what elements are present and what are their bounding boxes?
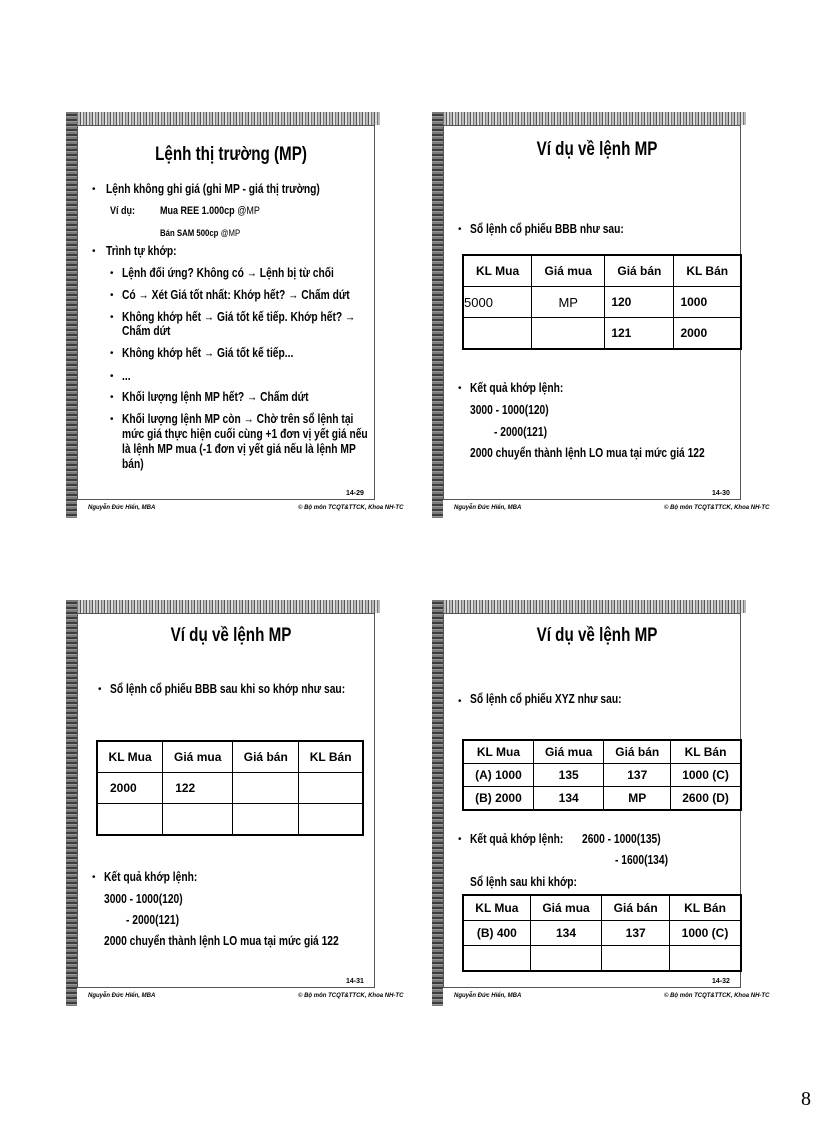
table-header-cell: KL Bán [670, 895, 741, 921]
result-line-3: 2000 chuyển thành lệnh LO mua tại mức giá 122 [470, 446, 705, 460]
table-cell: (A) 1000 [463, 764, 533, 787]
footer-dept: © Bộ môn TCQT&TTCK, Khoa NH-TC [664, 993, 770, 999]
footer-author: Nguyễn Đức Hiển, MBA [88, 505, 156, 511]
table-header-cell: KL Mua [463, 740, 533, 764]
table-header-row [463, 740, 741, 764]
slide-14-31 [66, 600, 404, 1006]
table-header-cell: Giá bán [602, 895, 670, 921]
table-cell [299, 773, 363, 804]
bullet-text: Sổ lệnh cổ phiếu XYZ như sau: [470, 692, 622, 706]
example-2 [160, 226, 240, 241]
after-match-label: Sổ lệnh sau khi khớp: [470, 875, 577, 889]
step-7c: là lệnh MP mua (-1 đơn vị yết giá nếu là lệnh MP [122, 442, 356, 456]
example-2-text: Bán SAM 500cp [160, 228, 219, 239]
step-7a: Khối lượng lệnh MP còn → Chờ trên sổ lệnh tại [122, 412, 354, 426]
table-row [463, 287, 741, 318]
example-1-tag: @MP [237, 205, 260, 217]
table-row [463, 921, 741, 946]
example-1 [160, 204, 260, 219]
decor-top-bar [66, 112, 380, 125]
bullet-text: Sổ lệnh cổ phiếu BBB sau khi so khớp như sau: [110, 682, 346, 696]
page-number: 8 [801, 1088, 811, 1110]
table-cell: 1000 [674, 287, 741, 318]
table-row [97, 773, 363, 804]
footer-dept: © Bộ môn TCQT&TTCK, Khoa NH-TC [298, 505, 404, 511]
table-cell: 2600 (D) [671, 787, 741, 811]
bullet-icon: • [92, 246, 96, 257]
result-label: Kết quả khớp lệnh: [470, 832, 564, 846]
result-line-1: 2600 - 1000(135) [582, 832, 661, 846]
table-header-cell: KL Mua [97, 741, 163, 773]
bullet-icon: • [458, 696, 462, 707]
slide-14-32 [432, 600, 770, 1006]
order-book-table [96, 740, 364, 836]
bullet-icon: • [92, 184, 96, 195]
bullet-icon: • [458, 834, 462, 845]
slide-title: Ví dụ về lệnh MP [536, 625, 658, 646]
table-cell: MP [532, 287, 605, 318]
bullet-icon: • [110, 312, 114, 323]
bullet-icon: • [110, 268, 114, 279]
bullet-text: Lệnh không ghi giá (ghi MP - giá thị trường) [106, 182, 320, 196]
table-row [463, 946, 741, 972]
table-header-cell: KL Bán [299, 741, 363, 773]
bullet-text: Trình tự khớp: [106, 244, 177, 258]
table-cell: 121 [605, 318, 674, 350]
decor-top-bar [432, 600, 746, 613]
table-cell [97, 804, 163, 836]
table-cell: 122 [163, 773, 233, 804]
footer-dept: © Bộ môn TCQT&TTCK, Khoa NH-TC [664, 505, 770, 511]
table-header-cell: KL Mua [463, 895, 530, 921]
decor-left-bar [66, 600, 77, 1006]
decor-left-bar [66, 112, 77, 518]
result-line-2: - 1600(134) [615, 853, 668, 867]
table-row [463, 318, 741, 350]
slide-number: 14-31 [346, 978, 364, 985]
slide-14-30 [432, 112, 770, 518]
bullet-icon: • [110, 371, 114, 382]
result-line-2: - 2000(121) [494, 425, 547, 439]
example-1-text: Mua REE 1.000cp [160, 205, 235, 217]
table-cell: 2000 [97, 773, 163, 804]
decor-left-bar [432, 112, 443, 518]
slide-number: 14-29 [346, 490, 364, 497]
order-book-table [462, 254, 742, 350]
slide-number: 14-32 [712, 978, 730, 985]
step-5: ... [122, 369, 131, 383]
table-header-cell: Giá bán [233, 741, 299, 773]
table-cell: 137 [604, 764, 671, 787]
example-label: Ví dụ: [110, 205, 136, 217]
table-header-cell: KL Bán [671, 740, 741, 764]
table-cell [233, 773, 299, 804]
step-7b: mức giá thực hiện cuối cùng +1 đơn vị yết giá nếu [122, 427, 368, 441]
result-label: Kết quả khớp lệnh: [104, 870, 198, 884]
table-row [97, 804, 363, 836]
footer-author: Nguyễn Đức Hiển, MBA [88, 993, 156, 999]
table-cell: 1000 (C) [670, 921, 741, 946]
slide-title: Ví dụ về lệnh MP [170, 625, 292, 646]
table-row [463, 764, 741, 787]
table-cell: 2000 [674, 318, 741, 350]
table-header-cell: Giá mua [163, 741, 233, 773]
table-cell: 120 [605, 287, 674, 318]
table-cell: (B) 2000 [463, 787, 533, 811]
bullet-icon: • [110, 290, 114, 301]
bullet-icon: • [98, 684, 102, 695]
footer-dept: © Bộ môn TCQT&TTCK, Khoa NH-TC [298, 993, 404, 999]
table-cell: 134 [533, 787, 604, 811]
table-header-row [97, 741, 363, 773]
step-7d: bán) [122, 457, 144, 471]
example-2-tag: @MP [220, 228, 241, 239]
slide-title: Lệnh thị trường (MP) [155, 144, 307, 165]
step-2: Có → Xét Giá tốt nhất: Khớp hết? → Chấm dứt [122, 288, 350, 302]
result-line-1: 3000 - 1000(120) [470, 403, 549, 417]
footer-author: Nguyễn Đức Hiển, MBA [454, 505, 522, 511]
table-cell [602, 946, 670, 972]
bullet-icon: • [110, 348, 114, 359]
order-book-table [462, 739, 742, 811]
table-cell [299, 804, 363, 836]
table-cell [530, 946, 602, 972]
table-header-cell: Giá mua [530, 895, 602, 921]
table-header-cell: KL Bán [674, 255, 741, 287]
result-line-3: 2000 chuyển thành lệnh LO mua tại mức giá 122 [104, 934, 339, 948]
table-cell [670, 946, 741, 972]
table-header-row [463, 895, 741, 921]
bullet-icon: • [110, 392, 114, 403]
table-header-cell: Giá bán [604, 740, 671, 764]
table-cell [463, 946, 530, 972]
footer-author: Nguyễn Đức Hiển, MBA [454, 993, 522, 999]
slide-14-29 [66, 112, 404, 518]
table-header-cell: Giá bán [605, 255, 674, 287]
table-cell [532, 318, 605, 350]
step-6: Khối lượng lệnh MP hết? → Chấm dứt [122, 390, 309, 404]
decor-left-bar [432, 600, 443, 1006]
table-cell [233, 804, 299, 836]
table-header-cell: KL Mua [463, 255, 532, 287]
bullet-text: Sổ lệnh cổ phiếu BBB như sau: [470, 222, 624, 236]
table-cell: 135 [533, 764, 604, 787]
step-4: Không khớp hết → Giá tốt kế tiếp... [122, 346, 294, 360]
step-3b: Chấm dứt [122, 324, 171, 338]
table-cell [163, 804, 233, 836]
slide-title: Ví dụ về lệnh MP [536, 139, 658, 160]
step-3a: Không khớp hết → Giá tốt kế tiếp. Khớp hết? → [122, 310, 356, 324]
table-cell: 137 [602, 921, 670, 946]
decor-top-bar [432, 112, 746, 125]
table-cell: 1000 (C) [671, 764, 741, 787]
bullet-icon: • [458, 383, 462, 394]
step-1: Lệnh đối ứng? Không có → Lệnh bị từ chối [122, 266, 334, 280]
table-header-cell: Giá mua [532, 255, 605, 287]
table-row [463, 787, 741, 811]
bullet-icon: • [458, 224, 462, 235]
table-cell: 134 [530, 921, 602, 946]
bullet-icon: • [110, 414, 114, 425]
bullet-icon: • [92, 872, 96, 883]
table-cell [463, 318, 532, 350]
table-cell: MP [604, 787, 671, 811]
result-line-2: - 2000(121) [126, 913, 179, 927]
decor-top-bar [66, 600, 380, 613]
table-header-row [463, 255, 741, 287]
table-cell: 5000 [463, 287, 532, 318]
table-cell: (B) 400 [463, 921, 530, 946]
result-line-1: 3000 - 1000(120) [104, 892, 183, 906]
slide-number: 14-30 [712, 490, 730, 497]
table-header-cell: Giá mua [533, 740, 604, 764]
after-match-table [462, 894, 742, 972]
result-label: Kết quả khớp lệnh: [470, 381, 564, 395]
